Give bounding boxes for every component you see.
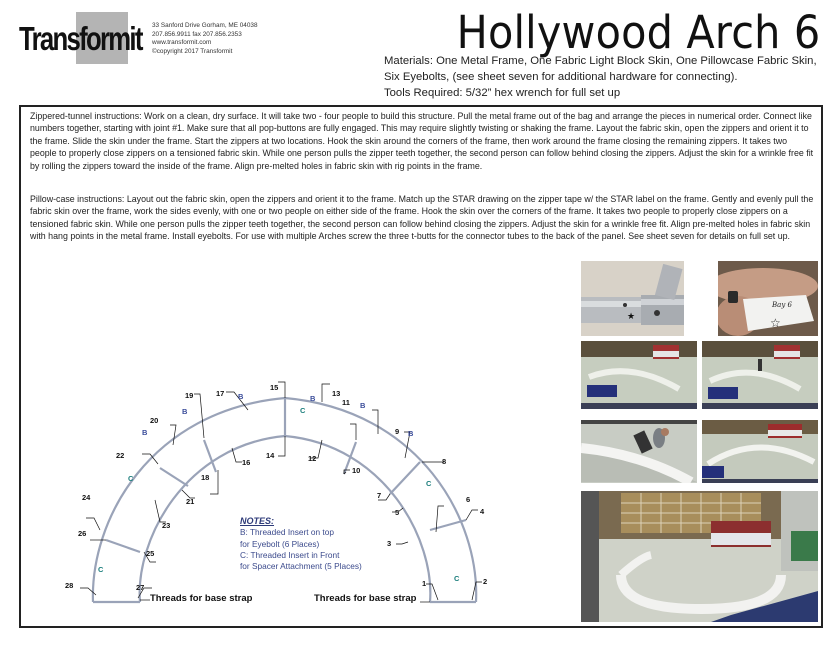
photo-person-assembling	[581, 420, 697, 483]
joint-label-21: 21	[186, 497, 195, 506]
base-strap-label-left: Threads for base strap	[150, 593, 253, 604]
phone-fax: 207.856.9911 fax 207.856.2353	[152, 30, 242, 38]
company-logo	[19, 12, 149, 64]
insert-c-label: C	[454, 574, 460, 583]
joint-label-19: 19	[185, 391, 194, 400]
joint-label-12: 12	[308, 454, 317, 463]
joint-label-2: 2	[483, 577, 488, 586]
joint-label-22: 22	[116, 451, 125, 460]
joint-label-24: 24	[82, 493, 91, 502]
photo-fabric-tag-star	[718, 261, 818, 336]
insert-b-label: B	[408, 429, 414, 438]
notes-heading: NOTES:	[240, 516, 275, 526]
contact-info	[152, 22, 258, 56]
address: 33 Sanford Drive Gorham, ME 04038	[152, 22, 258, 29]
copyright: ©copyright 2017 Transformit	[152, 47, 233, 55]
spacer-lower-right	[430, 520, 466, 530]
base-strap-label-right: Threads for base strap	[314, 593, 417, 604]
photo-warehouse-arch	[581, 491, 818, 622]
spacer-right	[390, 462, 420, 494]
insert-b-label: B	[182, 407, 188, 416]
joint-label-10: 10	[352, 466, 361, 475]
insert-c-label: C	[98, 565, 104, 574]
joint-label-11: 11	[342, 398, 350, 407]
tag-text: Bay 6	[772, 301, 792, 309]
joint-label-15: 15	[270, 383, 279, 392]
note-line: for Eyebolt (6 Places)	[240, 538, 320, 549]
joint-label-9: 9	[395, 427, 400, 436]
joint-label-25: 25	[146, 549, 155, 558]
materials-block	[384, 54, 834, 101]
insert-b-label: B	[310, 394, 316, 403]
joint-label-13: 13	[332, 389, 341, 398]
joint-label-1: 1	[422, 579, 427, 588]
arch-frame-diagram	[60, 370, 520, 615]
photo-tube-star-label	[581, 261, 684, 336]
website: www.transformit.com	[152, 39, 212, 47]
joint-label-14: 14	[266, 451, 275, 460]
joint-label-20: 20	[150, 416, 159, 425]
diagram-notes	[240, 516, 362, 572]
star-icon: ☆	[770, 316, 781, 330]
tools-text: Tools Required: 5/32” hex wrench for full set up	[384, 86, 621, 99]
note-line: C: Threaded Insert in Front	[240, 549, 340, 560]
materials-text: Materials: One Metal Frame, One Fabric Light Block Skin, One Pillowcase Fabric Skin, Six Eyebolts, (see sheet seven for additional hardware for connecting).	[384, 55, 817, 83]
joint-label-23: 23	[162, 521, 171, 530]
insert-b-label: B	[142, 428, 148, 437]
photo-floor-layout-2	[702, 341, 818, 409]
note-line: for Spacer Attachment (5 Places)	[240, 561, 362, 572]
page-title: Hollywood Arch 6	[456, 6, 820, 59]
note-line: B: Threaded Insert on top	[240, 527, 334, 538]
joint-label-5: 5	[395, 508, 400, 517]
pillow-case-instructions: Pillow-case instructions: Layout out the fabric skin, open the zippers and orient it to the frame. Match up the STAR drawing on the zipper tape w/ the STAR label on the frame. Gently and evenly pull the fabric skin over the frame, work the sides evenly, with one or two people on either side of the frame. Hook the skin over the corners of the frame. It takes two people to properly close zippers on a tensioned fabric skin. While one person pulls the zipper teeth together, the second person can follow behind closing the zippers. Adjust the skin for a wrinkle free fit. Align pre-melted holes in fabric skin with hang points in the metal frame. Install eyebolts. For use with multiple Arches screw the three t-butts for the connector tubes to the back of the panel. See sheet seven for details on full set up.	[30, 194, 814, 242]
logo-text: Transformit	[19, 20, 142, 57]
spacer-left	[160, 468, 188, 486]
star-icon: ★	[626, 311, 636, 321]
joint-label-28: 28	[65, 581, 74, 590]
joint-label-16: 16	[242, 458, 251, 467]
spacer-lower-left	[106, 540, 140, 552]
joint-label-4: 4	[480, 507, 485, 516]
joint-label-18: 18	[201, 473, 210, 482]
zippered-tunnel-instructions: Zippered-tunnel instructions: Work on a clean, dry surface. It will take two - four people to build this structure. Pull the metal frame out of the bag and arrange the pieces in numerical order. Connect like numbers together, starting with joint #1. Make sure that all pop-buttons are fully engaged. This may require slightly twisting or shaking the frame. Layout the fabric skin, open the zippers and orient it to the frame. Slide the skin under the frame. Start the zippers at two locations. Hook the skin around the corners of the frame, then work around the frame closing the remaining zippers. It takes two people to properly close zippers on a tensioned fabric skin. While one person pulls the zipper teeth together, the second person can follow behind closing the zippers. Adjust the skin for a wrinkle free fit by rolling the zippers toward the inside of the frame. Align pre-melted holes in fabric skin with rig points in the frame.	[30, 111, 814, 171]
photo-arch-on-floor	[702, 420, 818, 483]
joint-label-7: 7	[377, 491, 382, 500]
insert-b-label: B	[238, 392, 244, 401]
joint-label-3: 3	[387, 539, 392, 548]
insert-c-label: C	[300, 406, 306, 415]
joint-label-27: 27	[136, 583, 145, 592]
insert-c-label: C	[128, 474, 134, 483]
joint-label-8: 8	[442, 457, 447, 466]
joint-label-26: 26	[78, 529, 87, 538]
insert-b-label: B	[360, 401, 366, 410]
joint-label-6: 6	[466, 495, 471, 504]
joint-label-17: 17	[216, 389, 225, 398]
insert-c-label: C	[426, 479, 432, 488]
photo-floor-layout-1	[581, 341, 697, 409]
